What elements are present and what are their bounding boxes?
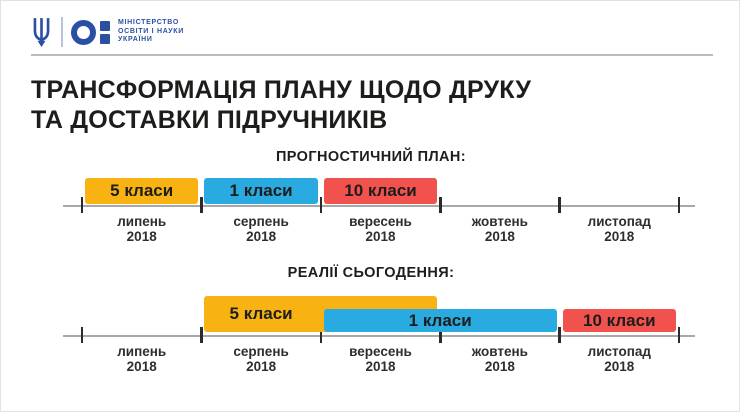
month-name: жовтень [471,344,528,359]
timeline-bar-5-класи [85,178,198,204]
timeline-todays-reality [1,291,740,386]
page-title-line1: ТРАНСФОРМАЦІЯ ПЛАНУ ЩОДО ДРУКУ [31,76,532,104]
axis-tick [678,327,681,343]
month-name: серпень [233,214,289,229]
month-label [560,214,679,244]
month-year: 2018 [126,229,157,244]
month-label [440,214,559,244]
ministry-name-line: МІНІСТЕРСТВО [118,19,179,27]
page-title-line2: ТА ДОСТАВКИ ПІДРУЧНИКІВ [31,106,388,134]
axis-tick [81,327,84,343]
axis-tick [81,197,84,213]
axis-tick [200,197,203,213]
month-year: 2018 [604,359,635,374]
timeline-bar-10-класи [563,309,676,332]
month-year: 2018 [365,229,396,244]
month-year: 2018 [365,359,396,374]
month-label [321,214,440,244]
timeline-heading-plan: ПРОГНОСТИЧНИЙ ПЛАН: [275,149,467,165]
timeline-axis [63,335,695,337]
month-name: жовтень [471,214,528,229]
page-title [31,75,531,135]
timeline-bar-label: 1 класи [229,181,293,200]
timeline-heading-reality: РЕАЛІЇ СЬОГОДЕННЯ: [287,265,455,281]
month-label [201,344,320,374]
ministry-header [31,12,184,52]
axis-tick [558,327,561,343]
month-name: листопад [587,214,651,229]
month-name: вересень [349,214,412,229]
axis-tick [320,197,323,213]
axis-tick [678,197,681,213]
month-label [201,214,320,244]
month-label [321,344,440,374]
timeline-bar-label: 5 класи [229,304,293,323]
month-label [82,344,201,374]
ukraine-trident-icon [31,17,52,48]
mon-logo-ring-icon [71,20,96,45]
month-name: серпень [233,344,289,359]
logo-separator [61,17,63,47]
month-name: липень [117,214,167,229]
timeline-bar-1-класи [204,178,317,204]
timeline-bar-label: 5 класи [110,181,174,200]
month-label [82,214,201,244]
month-name: листопад [587,344,651,359]
timeline-bar-label: 1 класи [408,310,472,330]
axis-tick [558,197,561,213]
month-name: вересень [349,344,412,359]
month-label [560,344,679,374]
timeline-bar-1-класи [324,309,557,332]
month-year: 2018 [484,359,515,374]
month-name: липень [117,344,167,359]
month-label [440,344,559,374]
axis-tick [439,197,442,213]
month-year: 2018 [246,229,277,244]
timeline-bar-label: 10 класи [344,181,417,200]
month-year: 2018 [246,359,277,374]
month-year: 2018 [484,229,515,244]
month-year: 2018 [126,359,157,374]
timeline-bar-label: 10 класи [583,310,656,330]
timeline-prognostic-plan [1,171,740,256]
month-year: 2018 [604,229,635,244]
mon-logo-colon-icon [100,21,110,44]
axis-tick [200,327,203,343]
ministry-name-line: ОСВІТИ І НАУКИ [118,27,184,35]
header-divider [31,54,713,56]
timeline-axis [63,205,695,207]
timeline-bar-10-класи [324,178,437,204]
ministry-name [118,19,184,45]
ministry-name-line: УКРАЇНИ [118,36,153,44]
